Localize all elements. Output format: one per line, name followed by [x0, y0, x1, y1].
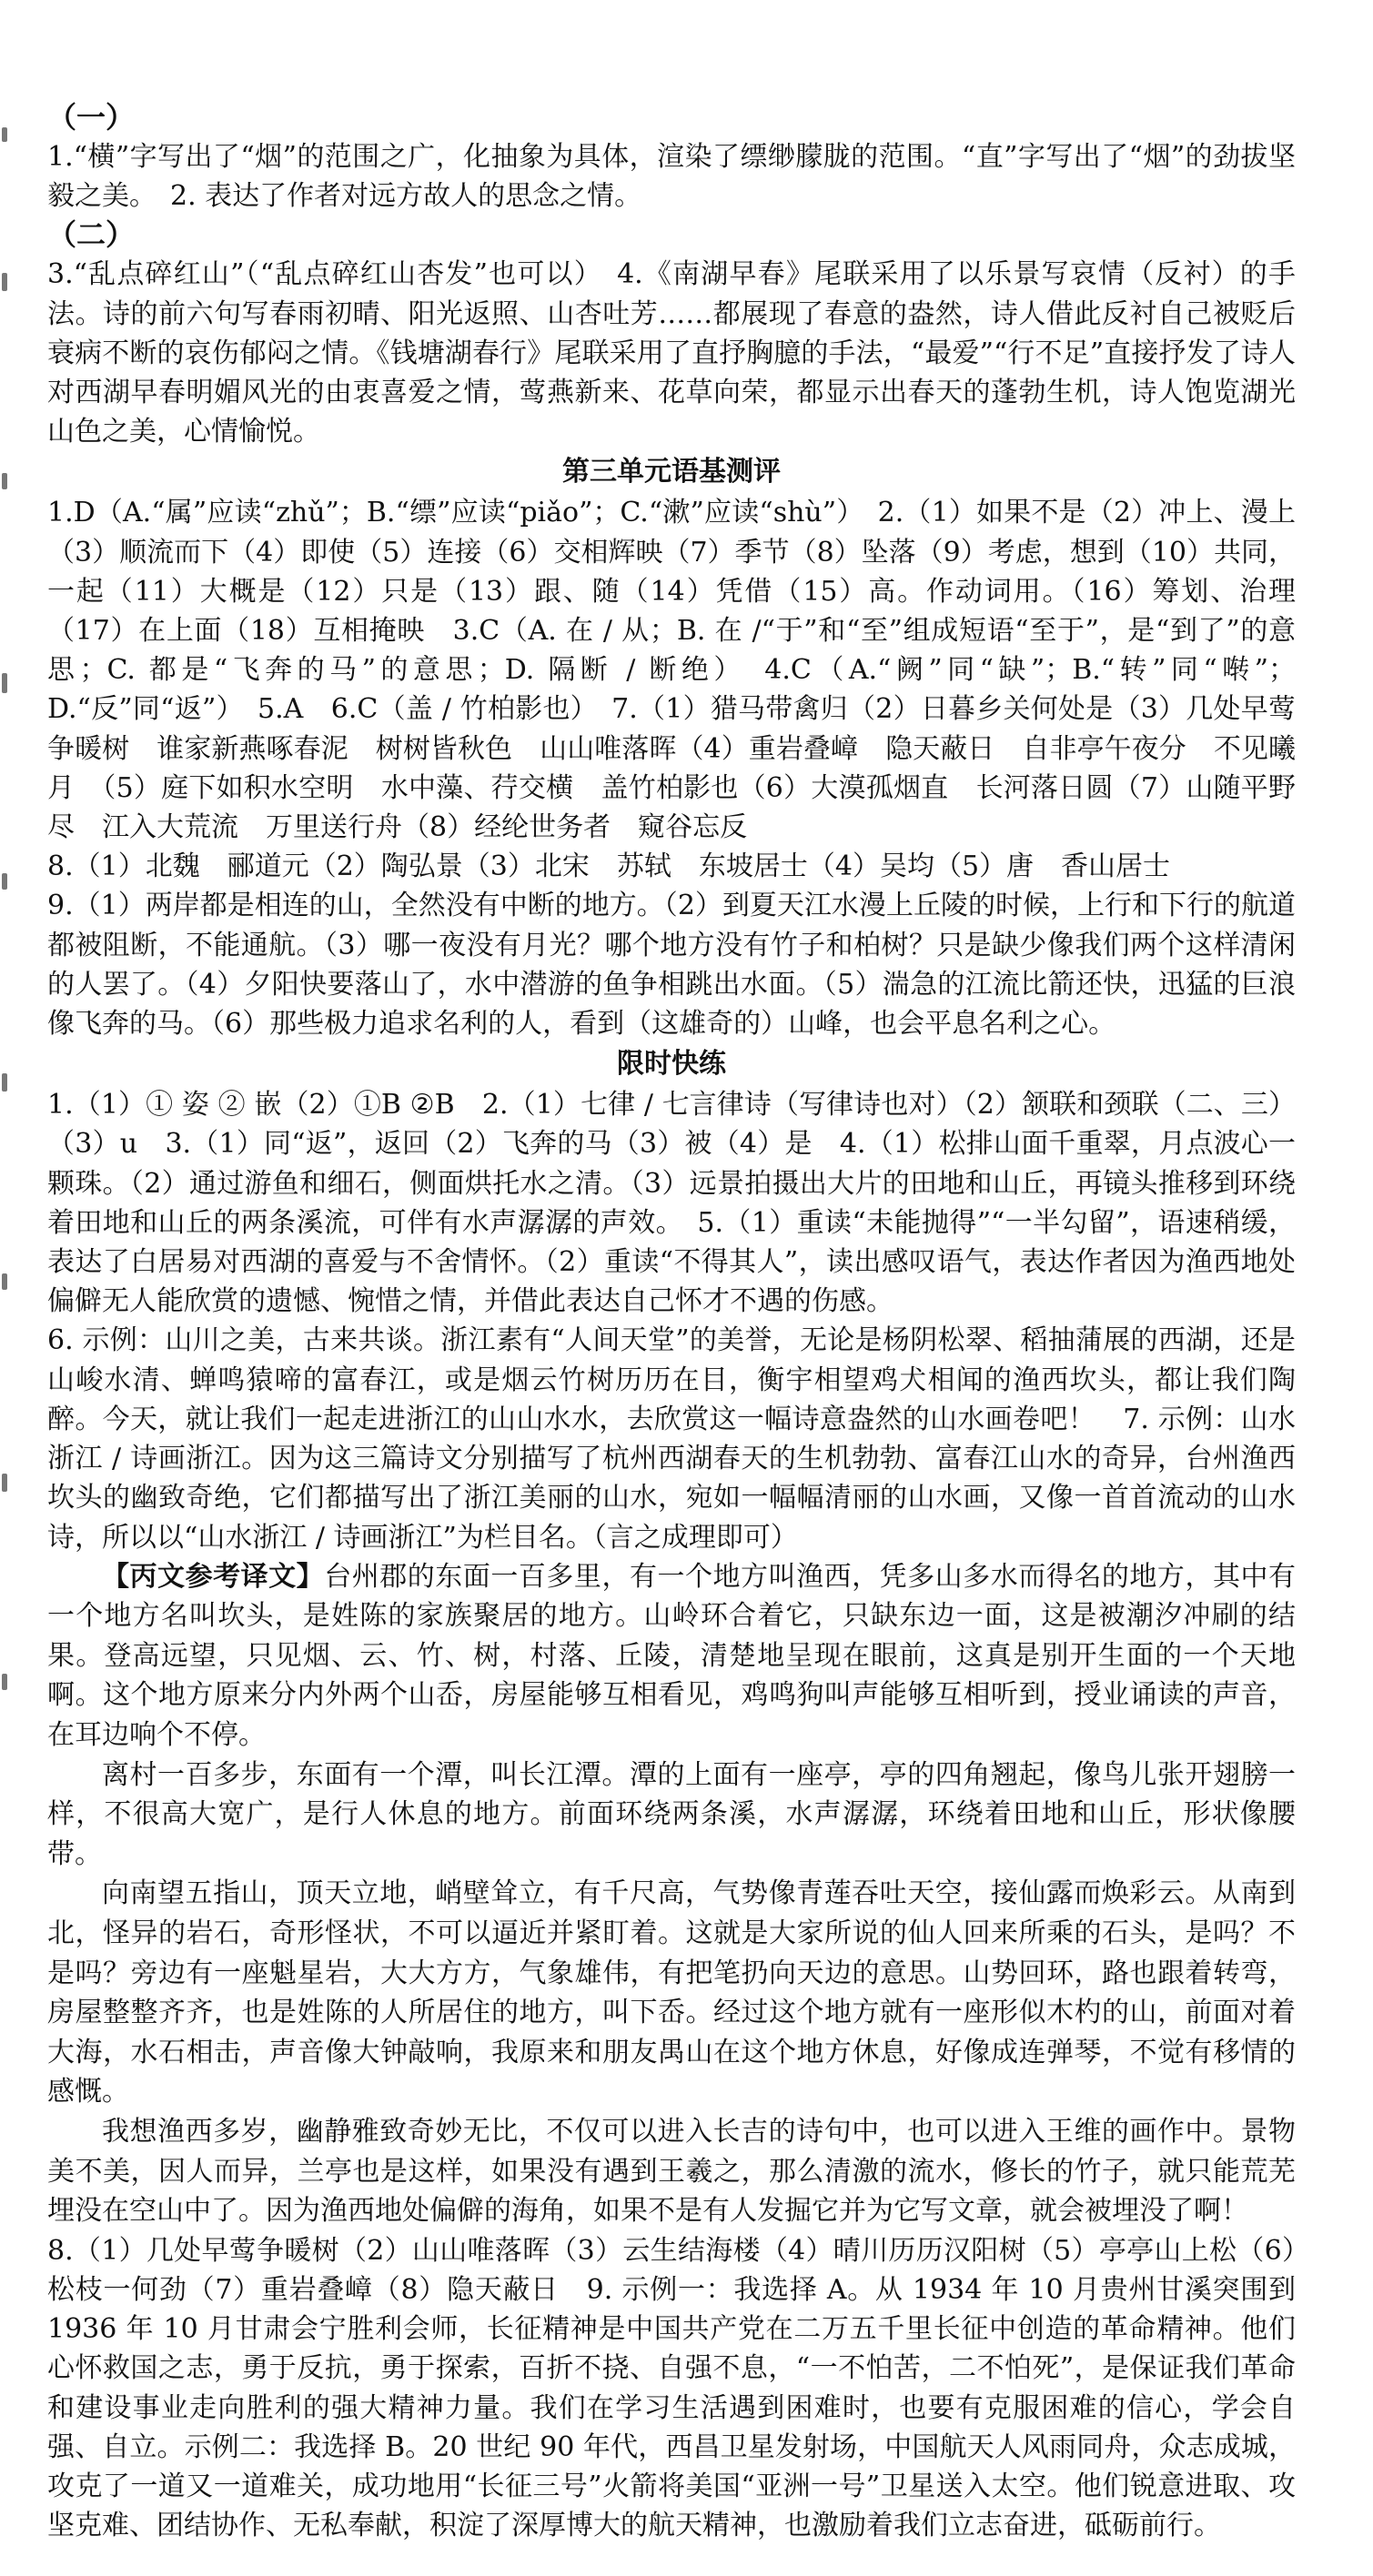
edge-mark [2, 673, 7, 693]
unit3-answer-8: 8.（1）北魏 郦道元（2）陶弘景（3）北宋 苏轼 东坡居士（4）吴均（5）唐 香山居士 [47, 850, 1171, 883]
unit3-answers-1-7: 1.D（A.“属”应读“zhǔ”；B.“缥”应读“piǎo”；C.“漱”应读“shù”） 2.（1）如果不是（2）冲上、漫上（3）顺流而下（4）即使（5）连接（6）交相辉映（7）季节（8）坠落（9）考虑，想到（10）共同，一起（11）大概是（12）只是（13）跟、随（14）凭借（15）高。作动词用。（16）筹划、治理（17）在上面（18）互相掩映 3.C（A. 在 / 从；B. 在 /“于”和“至”组成短语“至于”，是“到了”的意思；C. 都是“飞奔的马”的意思；D. 隔断 / 断绝） 4.C（A.“阙”同“缺”；B.“转”同“啭”；D.“反”同“返”） 5.A 6.C（盖 / 竹柏影也） 7.（1）猎马带禽归（2）日暮乡关何处是（3）几处早莺争暖树 谁家新燕啄春泥 树树皆秋色 山山唯落晖（4）重岩叠嶂 隐天蔽日 自非亭午夜分 不见曦月 （5）庭下如积水空明 水中藻、荇交横 盖竹柏影也（6）大漠孤烟直 长河落日圆（7）山随平野尽 江入大荒流 万里送行舟（8）经纶世务者 窥谷忘反 [47, 497, 1296, 844]
edge-mark [2, 1674, 7, 1690]
translation-label: 【丙文参考译文】 [102, 1560, 325, 1593]
translation-paragraph-3: 向南望五指山，顶天立地，峭壁耸立，有千尺高，气势像青莲吞吐天空，接仙露而焕彩云。从南到北，怪异的岩石，奇形怪状，不可以逼近并紧盯着。这就是大家所说的仙人回来所乘的石头，是吗？不是吗？旁边有一座魁星岩，大大方方，气象雄伟，有把笔扔向天边的意思。山势回环，路也跟着转弯，房屋整整齐齐，也是姓陈的人所居住的地方，叫下岙。经过这个地方就有一座形似木杓的山，前面对着大海，水石相击，声音像大钟敲响，我原来和朋友禺山在这个地方休息，好像成连弹琴，不觉有移情的感慨。 [47, 1877, 1296, 2108]
translation-text-1: 台州郡的东面一百多里，有一个地方叫渔西，凭多山多水而得名的地方，其中有一个地方名叫坎头，是姓陈的家族聚居的地方。山岭环合着它，只缺东边一面，这是被潮汐冲刷的结果。登高远望，只见烟、云、竹、树，村落、丘陵，清楚地呈现在眼前，这真是别开生面的一个天地啊。这个地方原来分内外两个山岙，房屋能够互相看见，鸡鸣狗叫声能够互相听到，授业诵读的声音，在耳边响个不停。 [47, 1560, 1297, 1752]
translation-paragraph-2: 离村一百多步，东面有一个潭，叫长江潭。潭的上面有一座亭，亭的四角翘起，像鸟儿张开翅膀一样，不很高大宽广，是行人休息的地方。前面环绕两条溪，水声潺潺，环绕着田地和山丘，形状像腰带。 [47, 1758, 1296, 1870]
timed-practice-title: 限时快练 [617, 1048, 726, 1081]
section-1-answers: 1.“横”字写出了“烟”的范围之广，化抽象为具体，渲染了缥缈朦胧的范围。“直”字写出了“烟”的劲拔坚毅之美。 2. 表达了作者对远方故人的思念之情。 [47, 141, 1296, 213]
edge-mark [2, 127, 7, 142]
edge-mark [2, 473, 7, 489]
edge-mark [2, 1273, 7, 1290]
edge-mark [2, 1073, 7, 1092]
page-content [47, 98, 1296, 2545]
translation-paragraph-4: 我想渔西多岁，幽静雅致奇妙无比，不仅可以进入长吉的诗句中，也可以进入王维的画作中。景物美不美，因人而异，兰亭也是这样，如果没有遇到王羲之，那么清激的流水，修长的竹子，就只能荒芜埋没在空山中了。因为渔西地处偏僻的海角，如果不是有人发掘它并为它写文章，就会被埋没了啊！ [47, 2116, 1296, 2228]
final-answers-8-9: 8.（1）几处早莺争暖树（2）山山唯落晖（3）云生结海楼（4）晴川历历汉阳树（5）亭亭山上松（6）松枝一何劲（7）重岩叠嶂（8）隐天蔽日 9. 示例一：我选择 A。从 1934 年 10 月贵州甘溪突围到 1936 年 10 月甘肃会宁胜利会师，长征精神是中国共产党在二万五千里长征中创造的革命精神。他们心怀救国之志，勇于反抗，勇于探索，百折不挠、自强不息，“一不怕苦，二不怕死”，是保证我们革命和建设事业走向胜利的强大精神力量。我们在学习生活遇到困难时，也要有克服困难的信心，学会自强、自立。示例二：我选择 B。20 世纪 90 年代，西昌卫星发射场，中国航天人风雨同舟，众志成城，攻克了一道又一道难关，成功地用“长征三号”火箭将美国“亚洲一号”卫星送入太空。他们锐意进取、攻坚克难、团结协作、无私奉献，积淀了深厚博大的航天精神，也激励着我们立志奋进，砥砺前行。 [47, 2234, 1296, 2542]
binding-edge-marks [0, 91, 11, 1819]
section-label-1: （一） [47, 100, 136, 135]
edge-mark [2, 273, 7, 291]
edge-mark [2, 1474, 7, 1492]
translation-paragraph-1 [47, 1557, 1296, 1756]
section-label-2: （二） [47, 217, 136, 253]
section-2-answers: 3.“乱点碎红山”（“乱点碎红山杏发”也可以） 4.《南湖早春》尾联采用了以乐景写哀情（反衬）的手法。诗的前六句写春雨初晴、阳光返照、山杏吐芳……都展现了春意的盎然，诗人借此反衬自己被贬后衰病不断的哀伤郁闷之情。《钱塘湖春行》尾联采用了直抒胸臆的手法，“最爱”“行不足”直接抒发了诗人对西湖早春明媚风光的由衷喜爱之情，莺燕新来、花草向荣，都显示出春天的蓬勃生机，诗人饱览湖光山色之美，心情愉悦。 [47, 258, 1296, 448]
timed-answers-1-5: 1.（1）① 姿 ② 嵌（2）①B ②B 2.（1）七律 / 七言律诗（写律诗也对）（2）颔联和颈联（二、三）（3）u 3.（1）同“返”，返回（2）飞奔的马（3）被（4）是 4.（1）松排山面千重翠，月点波心一颗珠。（2）通过游鱼和细石，侧面烘托水之清。（3）远景拍摄出大片的田地和山丘，再镜头推移到环绕着田地和山丘的两条溪流，可伴有水声潺潺的声效。 5.（1）重读“未能抛得”“一半勾留”，语速稍缓，表达了白居易对西湖的喜爱与不舍情怀。（2）重读“不得其人”，读出感叹语气，表达作者因为渔西地处偏僻无人能欣赏的遗憾、惋惜之情，并借此表达自己怀才不遇的伤感。 [47, 1089, 1296, 1318]
edge-mark [2, 873, 7, 890]
unit3-title: 第三单元语基测评 [562, 456, 781, 488]
unit3-answer-9: 9.（1）两岸都是相连的山，全然没有中断的地方。（2）到夏天江水漫上丘陵的时候，上行和下行的航道都被阻断，不能通航。（3）哪一夜没有月光？哪个地方没有竹子和柏树？只是缺少像我们两个这样清闲的人罢了。（4）夕阳快要落山了，水中潜游的鱼争相跳出水面。（5）湍急的江流比箭还快，迅猛的巨浪像飞奔的马。（6）那些极力追求名利的人，看到（这雄奇的）山峰，也会平息名利之心。 [47, 890, 1296, 1041]
timed-answers-6-7: 6. 示例：山川之美，古来共谈。浙江素有“人间天堂”的美誉，无论是杨阴松翠、稻抽蒲展的西湖，还是山峻水清、蝉鸣猿啼的富春江，或是烟云竹树历历在目，衡宇相望鸡犬相闻的渔西坎头，都让我们陶醉。今天，就让我们一起走进浙江的山山水水，去欣赏这一幅诗意盎然的山水画卷吧！ 7. 示例：山水浙江 / 诗画浙江。因为这三篇诗文分别描写了杭州西湖春天的生机勃勃、富春江山水的奇异，台州渔西坎头的幽致奇绝，它们都描写出了浙江美丽的山水，宛如一幅幅清丽的山水画，又像一首首流动的山水诗，所以以“山水浙江 / 诗画浙江”为栏目名。（言之成理即可） [47, 1324, 1296, 1554]
